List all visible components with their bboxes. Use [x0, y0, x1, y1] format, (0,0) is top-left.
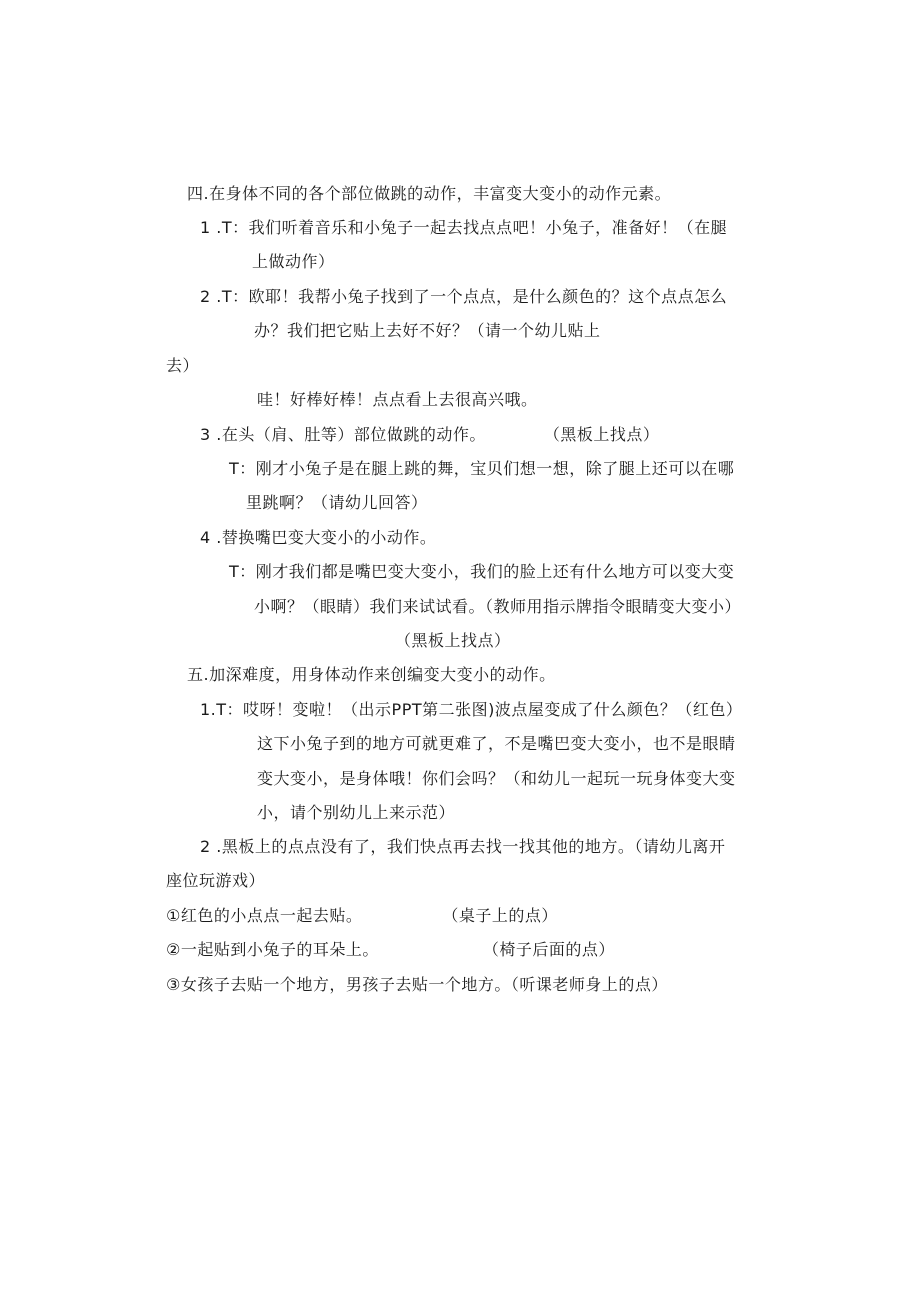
section4-item4-line4: （黑板上找点） — [395, 631, 511, 650]
section5-item1-line2: 这下小兔子到的地方可就更难了，不是嘴巴变大变小，也不是眼睛 — [257, 734, 736, 753]
section5-sub1 — [166, 905, 558, 927]
section4-item2-line3: 去） — [166, 356, 200, 375]
section5-item2-line1: 2 .黑板上的点点没有了，我们快点再去找一找其他的地方。（请幼儿离开 — [200, 837, 726, 856]
section4-item2-line1: 2 .T：欧耶！我帮小兔子找到了一个点点，是什么颜色的？这个点点怎么 — [200, 287, 728, 306]
section5-sub2 — [166, 939, 615, 961]
section4-item3-text: 3 .在头（肩、肚等）部位做跳的动作。 — [200, 425, 486, 444]
section4-heading: 四.在身体不同的各个部位做跳的动作，丰富变大变小的动作元素。 — [187, 184, 672, 203]
section4-item4-line2: T：刚才我们都是嘴巴变大变小，我们的脸上还有什么地方可以变大变 — [229, 562, 735, 581]
section4-item3-line2: T：刚才小兔子是在腿上跳的舞，宝贝们想一想，除了腿上还可以在哪 — [229, 459, 735, 478]
section5-heading: 五.加深难度，用身体动作来创编变大变小的动作。 — [187, 665, 556, 684]
section4-item3-line3: 里跳啊？（请幼儿回答） — [246, 493, 428, 512]
section4-item4-line3: 小啊？（眼睛）我们来试试看。（教师用指示牌指令眼睛变大变小） — [254, 597, 742, 616]
section5-sub1-text: ①红色的小点点一起去贴。 — [166, 906, 363, 925]
section5-item1-line1: 1.T：哎呀！变啦！（出示PPT第二张图)波点屋变成了什么颜色？（红色） — [200, 700, 743, 719]
section4-item1-line2: 上做动作） — [252, 252, 335, 271]
section4-item3-note: （黑板上找点） — [543, 425, 660, 444]
section4-item4-line1: 4 .替换嘴巴变大变小的小动作。 — [200, 528, 437, 547]
section5-sub2-text: ②一起贴到小兔子的耳朵上。 — [166, 940, 379, 959]
section5-item1-line4: 小，请个别幼儿上来示范） — [257, 803, 456, 822]
section4-item1-line1: 1 .T：我们听着音乐和小兔子一起去找点点吧！小兔子，准备好！（在腿 — [200, 218, 728, 237]
section4-item2-line2: 办？我们把它贴上去好不好？（请一个幼儿贴上 — [254, 321, 601, 340]
section5-sub1-note: （桌子上的点） — [442, 906, 558, 925]
section4-item2-line4: 哇！好棒好棒！点点看上去很高兴哦。 — [257, 390, 538, 409]
section5-sub2-note: （椅子后面的点） — [482, 940, 615, 959]
section5-item1-line3: 变大变小，是身体哦！你们会吗？（和幼儿一起玩一玩身体变大变 — [257, 769, 736, 788]
section5-sub3: ③女孩子去贴一个地方，男孩子去贴一个地方。（听课老师身上的点） — [166, 975, 668, 994]
section4-item3-line1 — [200, 424, 659, 446]
section5-item2-line2: 座位玩游戏） — [166, 871, 266, 890]
